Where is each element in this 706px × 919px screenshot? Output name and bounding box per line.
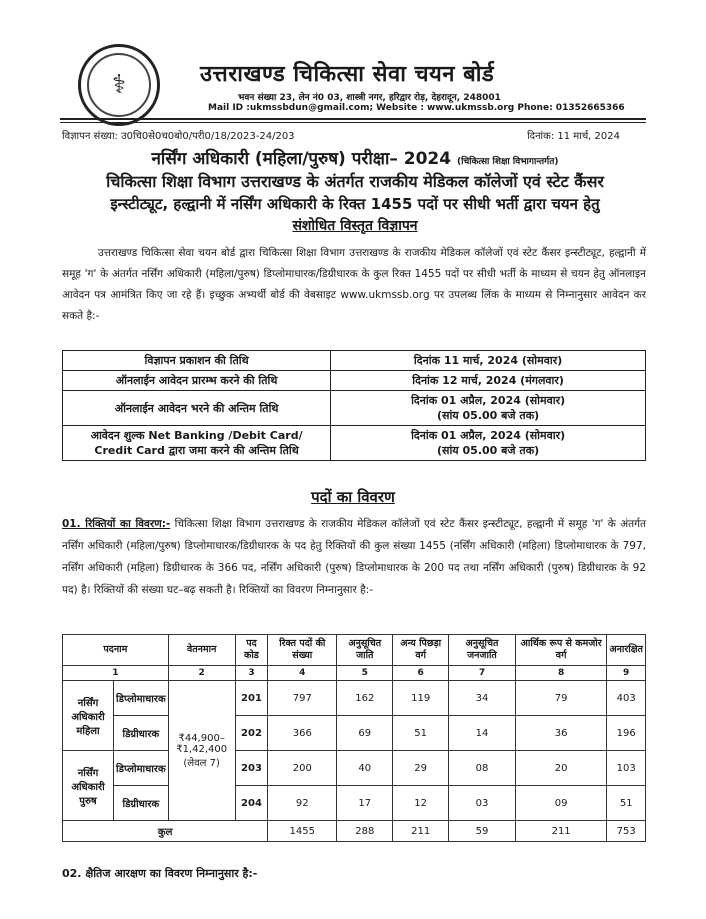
col-number: 6	[393, 666, 449, 681]
vacancy-table	[62, 634, 646, 842]
ews-cell: 36	[515, 716, 607, 751]
qualification-cell: डिग्रीधारक	[114, 786, 169, 821]
col-number: 5	[337, 666, 393, 681]
col-header: वेतनमान	[168, 635, 235, 666]
total-cell: 366	[268, 716, 337, 751]
st-cell: 03	[449, 786, 516, 821]
ews-cell: 211	[515, 821, 607, 842]
col-number: 4	[268, 666, 337, 681]
date-label: आवेदन शुल्क Net Banking /Debit Card/ Credit Card द्वारा जमा करने की अन्तिम तिथि	[63, 426, 331, 461]
intro-paragraph: उत्तराखण्ड चिकित्सा सेवा चयन बोर्ड द्वारा चिकित्सा शिक्षा विभाग उत्तराखण्ड के राजकीय मेडिकल कॉलेजों एवं स्टेट कैंसर इन्स्टीट्यूट, हल्द्वानी में समूह 'ग' के अंतर्गत नर्सिंग अधिकारी (महिला/पुरुष) डिप्लोमाधारक/डिग्रीधारक के कुल रिक्त 1455 पदों पर सीधी भर्ती के माध्यम से चयन हेतु ऑनलाइन आवेदन पत्र आमंत्रित किए जा रहे हैं। इच्छुक अभ्यर्थी बोर्ड की वेबसाइट www.ukmssb.org पर उपलब्ध लिंक के माध्यम से निम्नानुसार आवेदन कर सकते है:-	[62, 247, 646, 322]
qualification-cell: डिप्लोमाधारक	[114, 751, 169, 786]
advertisement-date: दिनांक: 11 मार्च, 2024	[527, 131, 620, 142]
vacancy-paragraph-lead: 01. रिक्तियों का विवरण:-	[62, 518, 171, 530]
advertisement-number: विज्ञापन संख्या: उ0चि0से0च0बो0/परी0/18/2023-24/203	[62, 131, 295, 142]
title-line-2: चिकित्सा शिक्षा विभाग उत्तराखण्ड के अंतर्गत राजकीय मेडिकल कॉलेजों एवं स्टेट कैंसर	[106, 172, 604, 191]
dates-row	[63, 371, 646, 391]
obc-cell: 51	[393, 716, 449, 751]
col-header: रिक्त पदों की संख्या	[268, 635, 337, 666]
ur-cell: 753	[607, 821, 646, 842]
col-header: अनुसूचित जाति	[337, 635, 393, 666]
ur-cell: 103	[607, 751, 646, 786]
dates-row	[63, 351, 646, 371]
exam-title	[60, 146, 650, 169]
title-line-4: संशोधित विस्तृत विज्ञापन	[292, 218, 418, 234]
col-number: 8	[515, 666, 607, 681]
date-label: ऑनलाईन आवेदन प्रारम्भ करने की तिथि	[63, 371, 331, 391]
date-value-sub: (सांय 05.00 बजे तक)	[437, 444, 540, 457]
sc-cell: 69	[337, 716, 393, 751]
col-header: अनुसूचित जनजाति	[449, 635, 516, 666]
date-value-text: दिनांक 11 मार्च, 2024 (सोमवार)	[413, 354, 563, 367]
total-cell: 797	[268, 681, 337, 716]
col-number: 2	[168, 666, 235, 681]
qualification-cell: डिप्लोमाधारक	[114, 681, 169, 716]
total-row	[63, 821, 646, 842]
date-value-text: दिनांक 01 अप्रैल, 2024 (सोमवार)	[411, 429, 566, 442]
vacancy-paragraph	[62, 513, 646, 601]
date-value-text: दिनांक 12 मार्च, 2024 (मंगलवार)	[412, 374, 564, 387]
ews-cell: 20	[515, 751, 607, 786]
total-label: कुल	[63, 821, 268, 842]
date-value	[331, 391, 646, 426]
total-cell: 1455	[268, 821, 337, 842]
group-male: नर्सिंग अधिकारी पुरुष	[63, 751, 114, 821]
vacancy-paragraph-text: चिकित्सा शिक्षा विभाग उत्तराखण्ड के राजकीय मेडिकल कॉलेजों एवं स्टेट कैंसर इन्स्टीट्यूट, हल्द्वानी में समूह 'ग' के अंतर्गत नर्सिंग अधिकारी (महिला/पुरुष) डिप्लोमाधारक/डिग्रीधारक के पद हेतु रिक्तियों की कुल संख्या 1455 (नर्सिंग अधिकारी (महिला) डिप्लोमाधारक के 797, नर्सिंग अधिकारी (महिला) डिग्रीधारक के 366 पद, नर्सिंग अधिकारी (पुरुष) डिप्लोमाधारक के 200 पद तथा नर्सिंग अधिकारी (पुरुष) डिग्रीधारक के 92 पद) है। रिक्तियों की संख्या घट–बढ़ सकती है। रिक्तियों का विवरण निम्नानुसार है:-	[62, 518, 646, 596]
org-name: उत्तराखण्ड चिकित्सा सेवा चयन बोर्ड	[200, 62, 495, 87]
col-header: अन्य पिछड़ा वर्ग	[393, 635, 449, 666]
col-number: 1	[63, 666, 169, 681]
table-header-row	[63, 635, 646, 666]
org-contact: Mail ID :ukmssbdun@gmail.com; Website : www.ukmssb.org Phone: 01352665366	[208, 103, 625, 113]
total-cell: 200	[268, 751, 337, 786]
org-address: भवन संख्या 23, लेन नं0 03, शास्त्री नगर, हरिद्वार रोड़, देहरादून, 248001	[238, 93, 501, 103]
sc-cell: 17	[337, 786, 393, 821]
sc-cell: 162	[337, 681, 393, 716]
date-label: ऑनलाईन आवेदन भरने की अन्तिम तिथि	[63, 391, 331, 426]
table-row	[63, 786, 646, 821]
exam-title-note: (चिकित्सा शिक्षा विभागान्तर्गत)	[457, 157, 559, 167]
col-header: अनारक्षित	[607, 635, 646, 666]
date-value-sub: (सांय 05.00 बजे तक)	[437, 409, 540, 422]
st-cell: 59	[449, 821, 516, 842]
pay-scale-cell: ₹44,900– ₹1,42,400 (लेवल 7)	[168, 681, 235, 821]
exam-title-main: नर्सिंग अधिकारी (महिला/पुरुष) परीक्षा– 2024	[151, 149, 452, 169]
col-number: 9	[607, 666, 646, 681]
ur-cell: 51	[607, 786, 646, 821]
sc-cell: 288	[337, 821, 393, 842]
ur-cell: 196	[607, 716, 646, 751]
post-code-cell: 201	[235, 681, 268, 716]
col-header: आर्थिक रूप से कमजोर वर्ग	[515, 635, 607, 666]
title-line-3: इन्स्टीट्यूट, हल्द्वानी में नर्सिंग अधिकारी के रिक्त 1455 पदों पर सीधी भर्ती द्वारा चयन हेतु	[110, 195, 600, 213]
ews-cell: 79	[515, 681, 607, 716]
header-divider-thin	[60, 122, 646, 123]
table-row	[63, 751, 646, 786]
dates-row	[63, 391, 646, 426]
obc-cell: 29	[393, 751, 449, 786]
qualification-cell: डिग्रीधारक	[114, 716, 169, 751]
total-cell: 92	[268, 786, 337, 821]
st-cell: 34	[449, 681, 516, 716]
st-cell: 14	[449, 716, 516, 751]
board-emblem-logo	[78, 44, 160, 126]
date-label: विज्ञापन प्रकाशन की तिथि	[63, 351, 331, 371]
important-dates-table	[62, 350, 646, 461]
col-header: पदनाम	[63, 635, 169, 666]
obc-cell: 12	[393, 786, 449, 821]
group-female: नर्सिंग अधिकारी महिला	[63, 681, 114, 751]
st-cell: 08	[449, 751, 516, 786]
obc-cell: 119	[393, 681, 449, 716]
horizontal-reservation-heading: 02. क्षैतिज आरक्षण का विवरण निम्नानुसार है:-	[62, 867, 258, 880]
date-value	[331, 371, 646, 391]
table-row	[63, 716, 646, 751]
post-code-cell: 202	[235, 716, 268, 751]
section-heading: पदों का विवरण	[311, 488, 395, 506]
date-value-text: दिनांक 01 अप्रैल, 2024 (सोमवार)	[411, 394, 566, 407]
sc-cell: 40	[337, 751, 393, 786]
table-row	[63, 681, 646, 716]
ews-cell: 09	[515, 786, 607, 821]
post-code-cell: 203	[235, 751, 268, 786]
date-value	[331, 351, 646, 371]
col-number: 7	[449, 666, 516, 681]
caduceus-icon: ⚕	[87, 53, 151, 117]
column-number-row	[63, 666, 646, 681]
ur-cell: 403	[607, 681, 646, 716]
col-number: 3	[235, 666, 268, 681]
header-divider	[60, 118, 646, 120]
date-value	[331, 426, 646, 461]
obc-cell: 211	[393, 821, 449, 842]
dates-row	[63, 426, 646, 461]
post-code-cell: 204	[235, 786, 268, 821]
col-header: पद कोड	[235, 635, 268, 666]
